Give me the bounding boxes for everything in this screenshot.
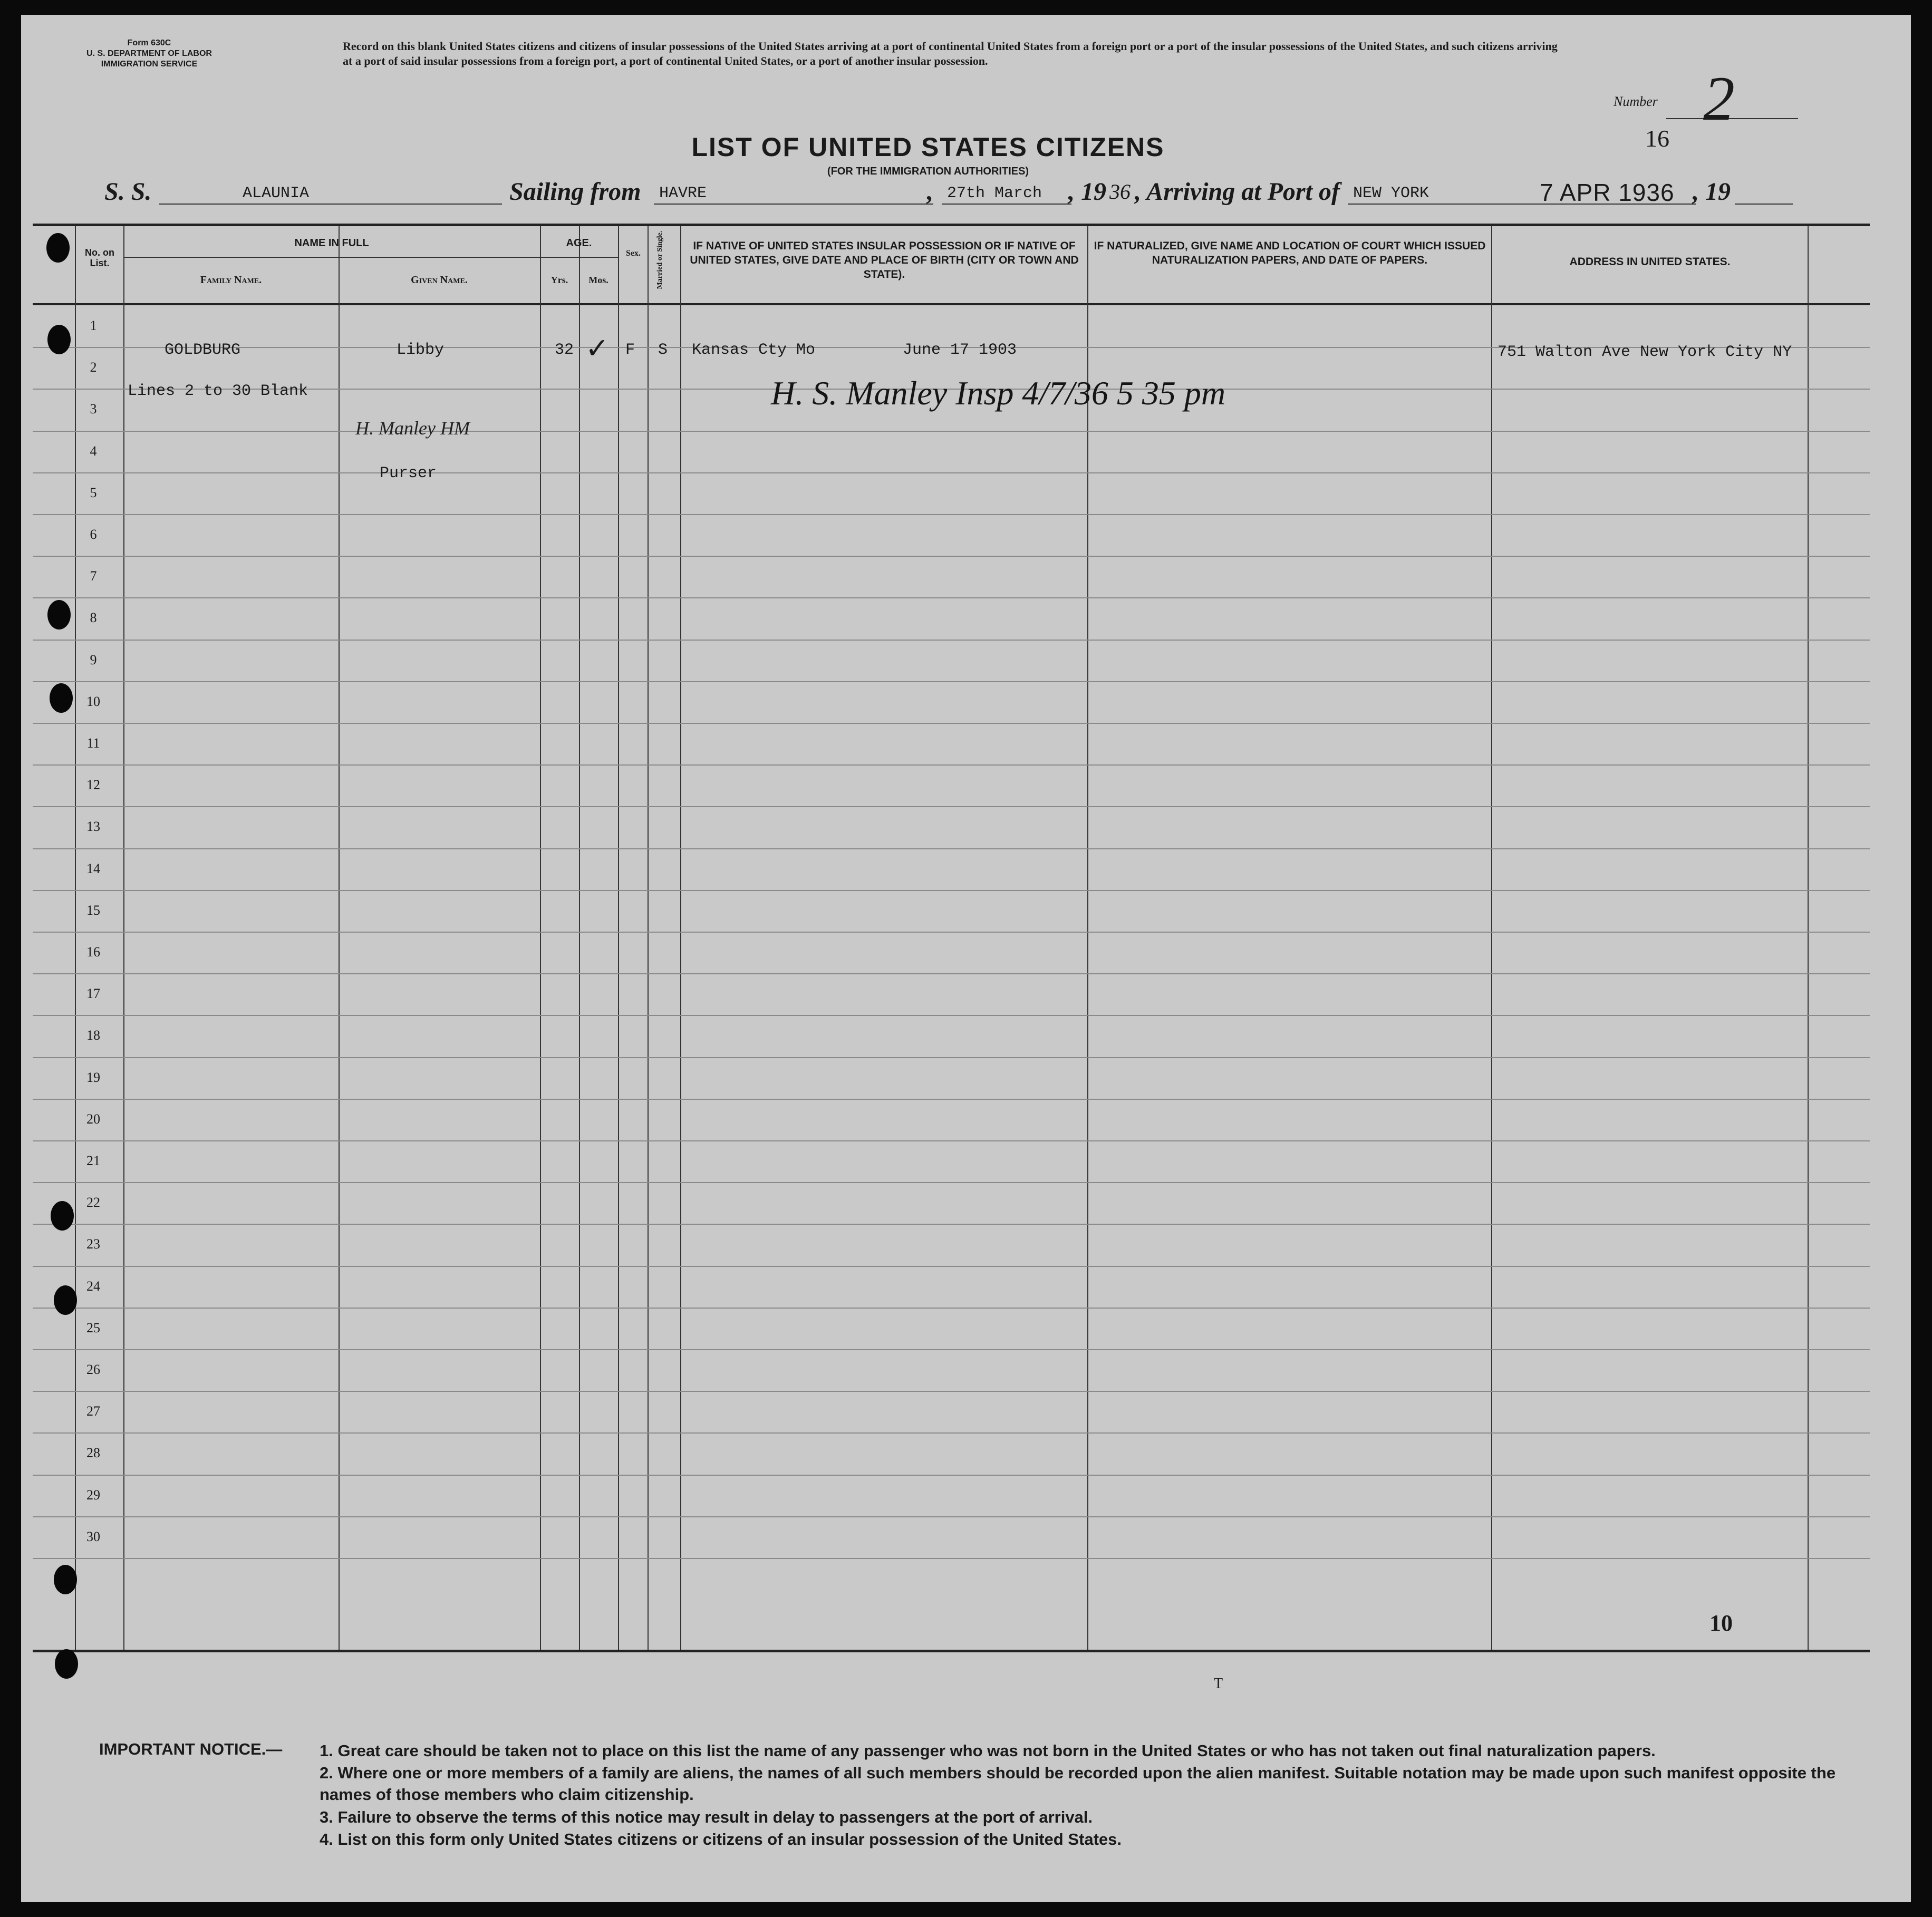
form-identifier <box>83 38 215 70</box>
row-line <box>33 848 1870 849</box>
row-number: 5 <box>90 485 97 500</box>
entry-family-name: GOLDBURG <box>165 341 241 359</box>
notice-item-2: 2. Where one or more members of a family are aliens, the names of all such members should be recorded upon the alien manifest. Suitable notation may be made upon such manifest opposite the names of those members who claim citizenship. <box>320 1764 1836 1804</box>
header-native: IF NATIVE OF UNITED STATES INSULAR POSSESSION OR IF NATIVE OF UNITED STATES, GIVE DATE AND PLACE OF BIRTH (CITY OR TOWN AND STATE). <box>690 240 1079 280</box>
row-line <box>33 973 1870 974</box>
binder-hole <box>47 600 71 630</box>
form-number: Form 630C <box>127 38 171 47</box>
binder-hole <box>47 325 71 354</box>
row-line <box>33 431 1870 432</box>
row-line <box>33 1182 1870 1183</box>
row-line <box>33 472 1870 473</box>
row-number: 9 <box>90 652 97 667</box>
sailing-port: HAVRE <box>659 185 707 202</box>
notice-item-1: 1. Great care should be taken not to place on this list the name of any passenger who was not born in the United States or who has not taken out final naturalization papers. <box>320 1741 1656 1760</box>
sailing-date: 27th March <box>947 185 1042 202</box>
row-number: 26 <box>86 1362 100 1377</box>
row-number: 13 <box>86 819 100 835</box>
header-no: No. on List. <box>85 247 114 268</box>
row-number: 24 <box>86 1278 100 1294</box>
page-title: LIST OF UNITED STATES CITIZENS <box>691 132 1165 162</box>
entry-age-yrs: 32 <box>555 341 574 359</box>
date-underline <box>942 204 1071 205</box>
row-line <box>33 640 1870 641</box>
entry-check-mark: ✓ <box>585 333 610 364</box>
row-line <box>33 1391 1870 1392</box>
row-number: 16 <box>86 944 100 960</box>
row-line <box>33 681 1870 682</box>
row-number: 4 <box>90 443 97 459</box>
manifest-sheet <box>21 15 1911 1902</box>
row-line <box>33 806 1870 807</box>
col-rule-naturalized <box>1087 226 1088 1650</box>
header-age: AGE. <box>566 237 592 249</box>
row-line <box>33 1558 1870 1559</box>
header-given-name: Given Name. <box>411 274 468 286</box>
entry-marital: S <box>658 341 668 359</box>
binder-hole <box>54 1285 77 1315</box>
binder-hole <box>46 233 70 263</box>
row-number: 10 <box>86 693 100 709</box>
col-rule-family <box>123 226 124 1650</box>
row-line <box>33 556 1870 557</box>
row-number: 1 <box>90 318 97 333</box>
notice-heading: IMPORTANT NOTICE.— <box>99 1740 283 1758</box>
row-line <box>33 764 1870 766</box>
col-rule-native <box>680 226 681 1650</box>
sailing-underline <box>654 204 933 205</box>
row-line <box>33 890 1870 891</box>
binder-hole <box>51 1201 74 1231</box>
number-value: 2 <box>1703 63 1735 133</box>
row-line <box>33 1432 1870 1434</box>
row-number: 22 <box>86 1195 100 1211</box>
row-number: 3 <box>90 401 97 417</box>
notice-item-4: 4. List on this form only United States citizens or citizens of an insular possession of the United States. <box>320 1830 1122 1848</box>
row-number: 25 <box>86 1320 100 1335</box>
entry-sex: F <box>625 341 635 359</box>
manifest-table <box>33 224 1870 1652</box>
binder-hole <box>54 1565 77 1594</box>
row-number: 14 <box>86 860 100 876</box>
page-count: 10 <box>1709 1610 1733 1636</box>
department: U. S. DEPARTMENT OF LABOR <box>86 49 212 58</box>
row-number: 11 <box>86 735 100 751</box>
entry-address: 751 Walton Ave New York City NY <box>1498 343 1792 361</box>
year-prefix: 19 <box>1081 178 1106 206</box>
row-line <box>33 1015 1870 1016</box>
arrival-port: NEW YORK <box>1353 185 1429 202</box>
handwritten-page-number: 16 <box>1645 125 1669 152</box>
entry-given-name: Libby <box>397 341 445 359</box>
row-number: 8 <box>90 610 97 626</box>
form-instruction: Record on this blank United States citizens and citizens of insular possessions of the United States arriving at a port of continental United States from a foreign port or a port of the insular possessions of the United States, and such citizens arriving at a port of said insular possessions from a foreign port, a port of continental United States, or a port of another insular possession. <box>343 40 1558 67</box>
page-subtitle: (FOR THE IMMIGRATION AUTHORITIES) <box>827 166 1029 177</box>
row-line <box>33 1349 1870 1350</box>
year2-underline <box>1735 204 1793 205</box>
header-address: ADDRESS IN UNITED STATES. <box>1569 256 1731 268</box>
header-married: Married or Single. <box>656 230 664 289</box>
row-line <box>33 1099 1870 1100</box>
ss-underline <box>159 204 502 205</box>
row-number: 15 <box>86 902 100 918</box>
year-value: 36 <box>1109 180 1131 204</box>
row-number: 18 <box>86 1028 100 1043</box>
col-rule-mos <box>579 226 580 1650</box>
date-stamp: 7 APR 1936 <box>1540 179 1675 206</box>
row-line <box>33 1140 1870 1141</box>
header-name-in-full: NAME IN FULL <box>294 237 369 249</box>
binder-hole <box>55 1649 78 1679</box>
col-rule-yrs <box>540 226 541 1650</box>
row-number: 20 <box>86 1111 100 1127</box>
binder-hole <box>50 683 73 713</box>
row-line <box>33 1308 1870 1309</box>
header-family-name: Family Name. <box>200 274 262 286</box>
arriving-label: , Arriving at Port of <box>1135 178 1340 206</box>
header-mos: Mos. <box>588 275 608 285</box>
name-group-divider <box>123 257 540 258</box>
comma-1: , <box>926 178 932 206</box>
col-rule-sex <box>618 226 619 1650</box>
col-rule-no <box>75 226 76 1650</box>
row-line <box>33 1516 1870 1517</box>
row-number: 2 <box>90 360 97 375</box>
header-sex: Sex. <box>626 249 641 258</box>
row-number: 7 <box>90 568 97 584</box>
header-divider <box>33 303 1870 305</box>
row-number: 29 <box>86 1487 100 1503</box>
sailing-label: Sailing from <box>509 178 641 206</box>
row-number: 23 <box>86 1236 100 1252</box>
ss-label: S. S. <box>104 178 152 206</box>
blank-lines-note: Lines 2 to 30 Blank <box>128 382 308 400</box>
col-rule-married <box>648 226 649 1650</box>
row-number: 28 <box>86 1445 100 1461</box>
row-line <box>33 1266 1870 1267</box>
comma-2: , <box>1067 178 1074 206</box>
ship-name: ALAUNIA <box>243 185 310 202</box>
row-number: 17 <box>86 986 100 1002</box>
number-label: Number <box>1614 94 1658 109</box>
row-number: 30 <box>86 1528 100 1544</box>
purser-signature: H. Manley HM <box>355 418 470 439</box>
inspector-signature: H. S. Manley Insp 4/7/36 5 35 pm <box>771 374 1226 412</box>
header-naturalized: IF NATURALIZED, GIVE NAME AND LOCATION OF COURT WHICH ISSUED NATURALIZATION PAPERS, AND DATE OF PAPERS. <box>1094 240 1486 266</box>
row-line <box>33 1057 1870 1058</box>
row-number: 19 <box>86 1069 100 1085</box>
entry-birth-date: June 17 1903 <box>903 341 1017 359</box>
year2-prefix: , 19 <box>1693 178 1731 206</box>
row-line <box>33 514 1870 515</box>
row-number: 6 <box>90 527 97 542</box>
entry-birth-place: Kansas Cty Mo <box>692 341 816 359</box>
row-line <box>33 1475 1870 1476</box>
row-line <box>33 597 1870 598</box>
row-line <box>33 1224 1870 1225</box>
row-line <box>33 932 1870 933</box>
service: IMMIGRATION SERVICE <box>101 60 198 69</box>
row-line <box>33 723 1870 724</box>
row-number: 27 <box>86 1403 100 1419</box>
row-number: 12 <box>86 777 100 793</box>
col-rule-right <box>1808 226 1809 1650</box>
header-yrs: Yrs. <box>550 275 568 285</box>
t-mark: T <box>1214 1676 1223 1692</box>
purser-label: Purser <box>380 464 437 482</box>
notice-item-3: 3. Failure to observe the terms of this notice may result in delay to passengers at the port of arrival. <box>320 1808 1093 1826</box>
row-number: 21 <box>86 1153 100 1168</box>
col-rule-address <box>1491 226 1492 1650</box>
col-rule-given <box>339 226 340 1650</box>
